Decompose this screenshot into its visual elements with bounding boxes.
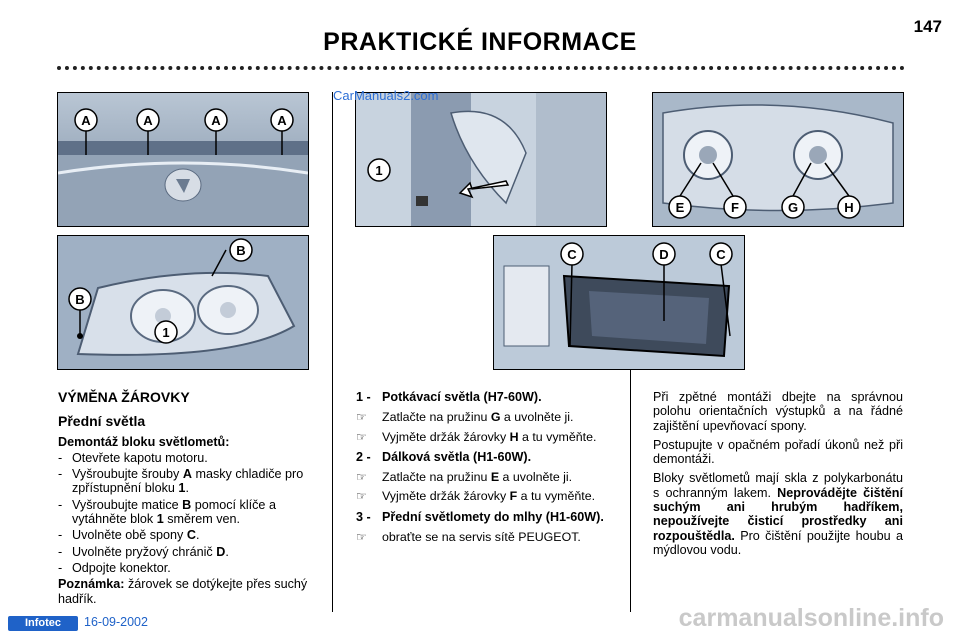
callout-a-1 — [75, 109, 97, 131]
callout-g — [782, 196, 804, 218]
figure-bulb-holders — [652, 92, 904, 227]
svg-text:A: A — [211, 113, 221, 128]
svg-text:1: 1 — [162, 325, 170, 340]
list-item: - Vyšroubujte šrouby A masky chladiče pro zpřístupnění bloku 1. — [58, 467, 310, 496]
callout-h — [838, 196, 860, 218]
note: Poznámka: žárovek se dotýkejte přes suchý hadřík. — [58, 577, 308, 606]
procedure-title: Demontáž bloku světlometů: — [58, 434, 230, 449]
callout-b-2 — [69, 288, 91, 310]
section-subheading: Přední světla — [58, 413, 146, 430]
page-title: PRAKTICKÉ INFORMACE — [323, 28, 637, 56]
svg-text:D: D — [659, 247, 669, 262]
callout-a-2 — [137, 109, 159, 131]
svg-text:A: A — [277, 113, 287, 128]
list-item: - Vyšroubujte matice B pomocí klíče a vytáhněte blok 1 směrem ven. — [58, 498, 310, 527]
footer-date: 16-09-2002 — [84, 615, 148, 629]
svg-text:E: E — [675, 200, 685, 215]
cleaning-paragraph: Bloky světlometů mají skla z polykarbonátu s ochranným lakem. Neprovádějte čištění suchým ani hrubým hadříkem, nepoužívejte čisticí prostředky ani rozpouštědla. Pro čištění použijte houbu a mýdlovou vodu. — [653, 471, 903, 557]
svg-text:F: F — [731, 200, 739, 215]
list-item: - Uvolněte obě spony C. — [58, 528, 310, 542]
infotec-logo: Infotec — [8, 616, 78, 631]
svg-text:H: H — [844, 200, 854, 215]
section-heading: VÝMĚNA ŽÁROVKY — [58, 389, 190, 405]
order-paragraph: Postupujte v opačném pořadí úkonů než při demontáži. — [653, 437, 903, 467]
callout-a-4 — [271, 109, 293, 131]
page-number: 147 — [913, 17, 942, 36]
list-item: - Otevřete kapotu motoru. — [58, 451, 310, 465]
svg-text:G: G — [787, 200, 799, 215]
figure-rear-cover — [493, 235, 745, 370]
column-divider-right — [630, 370, 631, 612]
left-column — [58, 390, 310, 606]
hand-pointer-icon: ☞ — [356, 410, 367, 425]
svg-text:1: 1 — [375, 163, 383, 178]
figure-grille-screws — [57, 92, 309, 227]
svg-text:C: C — [567, 247, 577, 262]
callout-1 — [155, 321, 177, 343]
callout-d — [653, 243, 675, 265]
watermark-carmanuals: CarManuals2.com — [333, 88, 439, 103]
middle-column — [356, 390, 608, 550]
figure-headlamp-block — [57, 235, 309, 370]
list-item: - Uvolněte pryžový chránič D. — [58, 545, 310, 559]
watermark-carmanualsonline: carmanualsonline.info — [678, 604, 944, 632]
callout-a-3 — [205, 109, 227, 131]
bulb-item-1: 1 - Potkávací světla (H7-60W). ☞ Zatlačte na pružinu G a uvolněte ji. ☞ Vyjměte držák žárovky H a tu vyměňte. — [356, 390, 597, 444]
callout-c-1 — [561, 243, 583, 265]
svg-text:B: B — [236, 243, 246, 258]
figure-block-removal — [355, 92, 607, 227]
callout-f — [724, 196, 746, 218]
svg-text:A: A — [143, 113, 153, 128]
hand-pointer-icon: ☞ — [356, 489, 367, 504]
bulb-item-3: 3 - Přední světlomety do mlhy (H1-60W). ☞ obraťte se na servis sítě PEUGEOT. — [356, 509, 604, 545]
svg-text:A: A — [81, 113, 91, 128]
right-column — [653, 390, 903, 562]
list-item: - Odpojte konektor. — [58, 561, 310, 575]
callout-b-1 — [230, 239, 252, 261]
svg-text:B: B — [75, 292, 85, 307]
reassembly-paragraph: Při zpětné montáži dbejte na správnou polohu orientačních výstupků a na řádné zajištění upevňovací spony. — [653, 390, 903, 433]
column-divider-left — [332, 92, 333, 612]
callout-1-block — [368, 159, 390, 181]
svg-text:C: C — [716, 247, 726, 262]
dotted-divider — [57, 66, 905, 70]
hand-pointer-icon: ☞ — [356, 429, 367, 444]
callout-e — [669, 196, 691, 218]
hand-pointer-icon: ☞ — [356, 470, 367, 485]
callout-c-2 — [710, 243, 732, 265]
hand-pointer-icon: ☞ — [356, 530, 367, 545]
procedure-list — [58, 451, 310, 575]
bulb-item-2: 2 - Dálková světla (H1-60W). ☞ Zatlačte na pružinu E a uvolněte ji. ☞ Vyjměte držák žárovky F a tu vyměňte. — [356, 449, 596, 504]
